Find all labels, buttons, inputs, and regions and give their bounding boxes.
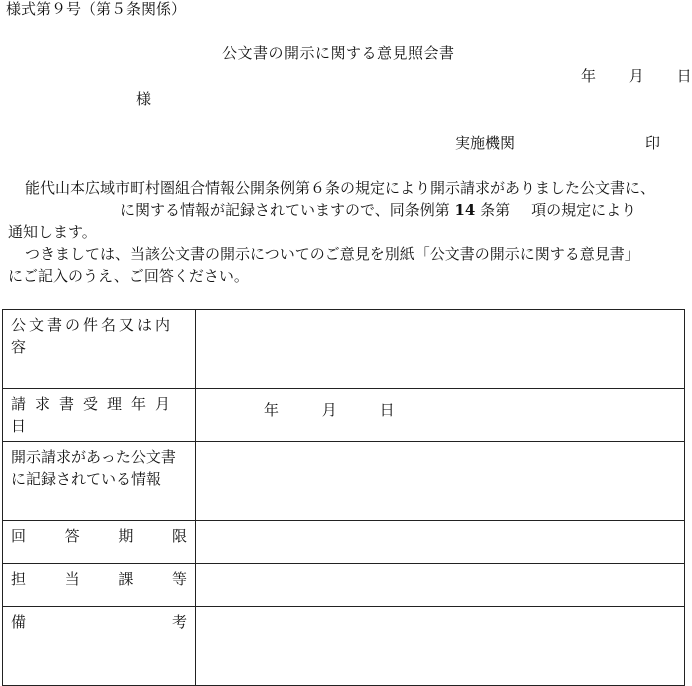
inquiry-form-table [2, 309, 685, 686]
label-char: 限 [171, 527, 187, 545]
row-label-document-subject [3, 310, 196, 389]
article-number: 14 [454, 201, 476, 219]
table-row [3, 521, 685, 564]
notice-line-2-text-a: に関する情報が記録されていますので、同条例第 [120, 201, 450, 219]
notice-paragraph [8, 177, 678, 243]
request-line-1: つきましては、当該公文書の開示についてのご意見を別紙「公文書の開示に関する意見書」 [25, 245, 640, 263]
recorded-info-field[interactable] [196, 442, 685, 521]
label-text: 請求書受理年月日 [11, 395, 180, 435]
day-label: 日 [379, 401, 395, 419]
remarks-field[interactable] [196, 607, 685, 686]
addressee-suffix: 様 [136, 90, 152, 108]
label-text [11, 568, 187, 590]
form-number-label: 様式第９号（第５条関係） [6, 0, 187, 18]
label-char: 当 [64, 570, 80, 588]
table-row [3, 310, 685, 389]
label-char: 回 [11, 527, 27, 545]
table-row [3, 564, 685, 607]
label-char: 期 [118, 527, 134, 545]
agency-label: 実施機関 [455, 134, 516, 152]
label-text: 公文書の件名又は内容 [11, 316, 174, 356]
label-char: 考 [171, 613, 187, 631]
label-text [11, 525, 187, 547]
month-label: 月 [628, 67, 644, 85]
month-label: 月 [321, 401, 337, 419]
day-label: 日 [676, 67, 692, 85]
notice-line-2 [8, 199, 678, 221]
label-char: 等 [171, 570, 187, 588]
table-row [3, 607, 685, 686]
document-subject-field[interactable] [196, 310, 685, 389]
row-label-remarks [3, 607, 196, 686]
year-label: 年 [581, 67, 597, 85]
row-label-reply-deadline [3, 521, 196, 564]
label-char: 答 [64, 527, 80, 545]
label-char: 課 [118, 570, 134, 588]
table-row [3, 442, 685, 521]
year-label: 年 [264, 401, 280, 419]
request-paragraph [8, 243, 678, 287]
issue-date [581, 67, 692, 85]
notice-line-3: 通知します。 [8, 223, 97, 241]
department-field[interactable] [196, 564, 685, 607]
label-text-line-2: に記録されている情報 [11, 470, 162, 488]
request-line-2: にご記入のうえ、ご回答ください。 [8, 267, 249, 285]
label-char: 備 [11, 613, 27, 631]
document-title: 公文書の開示に関する意見照会書 [222, 44, 455, 62]
label-text-line-1: 開示請求があった公文書 [11, 448, 176, 466]
row-label-department [3, 564, 196, 607]
receipt-date-field[interactable] [196, 389, 685, 442]
row-label-receipt-date [3, 389, 196, 442]
seal-label: 印 [645, 134, 661, 152]
notice-line-2-text-b: 条第 [480, 201, 511, 219]
reply-deadline-field[interactable] [196, 521, 685, 564]
receipt-date [204, 393, 676, 421]
label-text [11, 611, 187, 633]
notice-line-2-text-c: 項の規定により [531, 201, 637, 219]
table-row [3, 389, 685, 442]
label-char: 担 [11, 570, 27, 588]
row-label-recorded-info [3, 442, 196, 521]
notice-line-1: 能代山本広域市町村圏組合情報公開条例第６条の規定により開示請求がありました公文書に、 [25, 179, 656, 197]
